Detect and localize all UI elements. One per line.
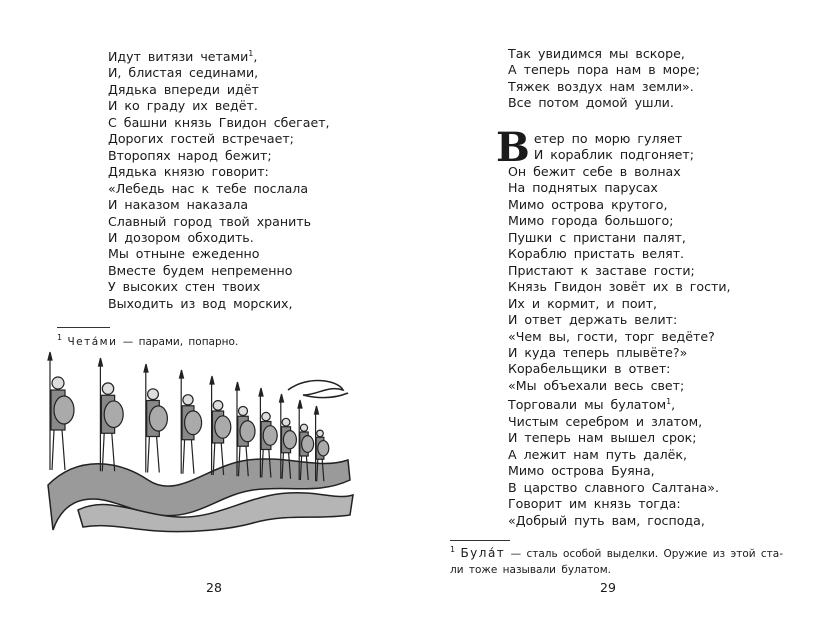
poem-line: «Добрый путь вам, господа, [508, 512, 705, 528]
footnote-text: — сталь особой выделки. Оружие из этой ста- [510, 548, 784, 560]
poem-line: Так увидимся мы вскоре, [508, 46, 685, 61]
poem-line: Их и кормит, и поит, [508, 295, 658, 311]
poem-line: У высоких стен твоих [108, 279, 261, 295]
poem-line: Тяжек воздух нам земли». [508, 78, 694, 94]
poem-line: Дорогих гостей встречает; [108, 131, 294, 147]
poem-line: Князь Гвидон зовёт их в гости, [508, 279, 731, 295]
right-footnote [450, 542, 783, 578]
right-poem-text [496, 124, 731, 529]
line-punct: , [253, 49, 258, 64]
page-number-left: 28 [206, 580, 222, 595]
poem-line: И дозором обходить. [108, 229, 254, 245]
poem-line: Пушки с пристани палят, [508, 229, 686, 245]
right-poem-intro [508, 46, 700, 112]
drop-cap: В [496, 124, 530, 171]
poem-line: Мимо острова крутого, [508, 196, 668, 212]
poem-line: Вместе будем непременно [108, 262, 293, 278]
footnote-text: ли тоже называли булатом. [450, 564, 611, 576]
poem-line: Выходить из вод морских, [108, 295, 293, 311]
poem-line: «Чем вы, гости, торг ведёте? [508, 328, 715, 344]
poem-line: Славный город твой хранить [108, 213, 312, 229]
footnote-term: Була́т [460, 546, 506, 560]
poem-line: В царство славного Салтана». [508, 479, 719, 495]
warrior-figure [48, 352, 74, 470]
warrior-figure [180, 370, 202, 474]
warriors-illustration [38, 345, 358, 535]
footnote-mark: 1 [450, 545, 456, 554]
warrior-figure [99, 358, 124, 471]
poem-line: И ответ держать велит: [508, 312, 678, 328]
warrior-figure [144, 364, 167, 473]
poem-line: Все потом домой ушли. [508, 95, 674, 111]
line-text: Идут витязи четами [108, 49, 249, 64]
poem-line: Он бежит себе в волнах [508, 164, 681, 179]
poem-line: Дядька впереди идёт [108, 81, 259, 97]
poem-line [108, 46, 330, 65]
poem-line: Торговали мы булатом$^1$, [508, 397, 676, 413]
poem-line: И ко граду их ведёт. [108, 98, 258, 114]
footnote-divider [57, 327, 110, 328]
footnote-text: — парами, попарно. [122, 336, 239, 348]
poem-line: И наказом наказала [108, 197, 249, 213]
poem-line: Пристают к заставе гости; [508, 262, 695, 278]
poem-line: Дядька князю говорит: [108, 164, 269, 180]
warrior-figure [210, 376, 231, 475]
poem-line: «Мы объехали весь свет; [508, 377, 685, 393]
footnote-mark: 1 [666, 397, 672, 407]
footnote-line [450, 542, 783, 562]
poem-lines [508, 164, 731, 529]
poem-line: «Лебедь нас к тебе послала [108, 180, 309, 196]
poem-line: Мимо острова Буяна, [508, 463, 655, 479]
left-poem-text [108, 46, 330, 312]
poem-line: И теперь нам вышел срок; [508, 430, 697, 446]
poem-line: И кораблик подгоняет; [533, 147, 694, 163]
poem-line: А лежит нам путь далёк, [508, 446, 688, 462]
footnote-mark: 1 [57, 333, 63, 342]
poem-line: На поднятых парусах [508, 180, 658, 196]
footnote-mark: 1 [248, 49, 254, 58]
footnote-divider [450, 540, 510, 541]
poem-lines [108, 65, 330, 312]
poem-line: Чистым серебром и златом, [508, 413, 703, 429]
poem-line: Мы отныне ежеденно [108, 246, 260, 262]
poem-line: Второпях народ бежит; [108, 147, 272, 163]
poem-line: А теперь пора нам в море; [508, 62, 700, 78]
footnote-term: Чета́ми [67, 336, 118, 348]
poem-line: И, блистая сединами, [108, 65, 259, 81]
poem-line: етер по морю гуляет [533, 131, 683, 146]
poem-line: С башни князь Гвидон сбегает, [108, 114, 330, 130]
poem-line: Кораблю пристать велят. [508, 246, 685, 262]
poem-line: Мимо города большого; [508, 213, 674, 229]
poem-line: Корабельщики в ответ: [508, 361, 671, 377]
page-number-right: 29 [600, 580, 616, 595]
poem-line: И куда теперь плывёте?» [508, 344, 688, 360]
poem-line: Говорит им князь тогда: [508, 496, 681, 512]
